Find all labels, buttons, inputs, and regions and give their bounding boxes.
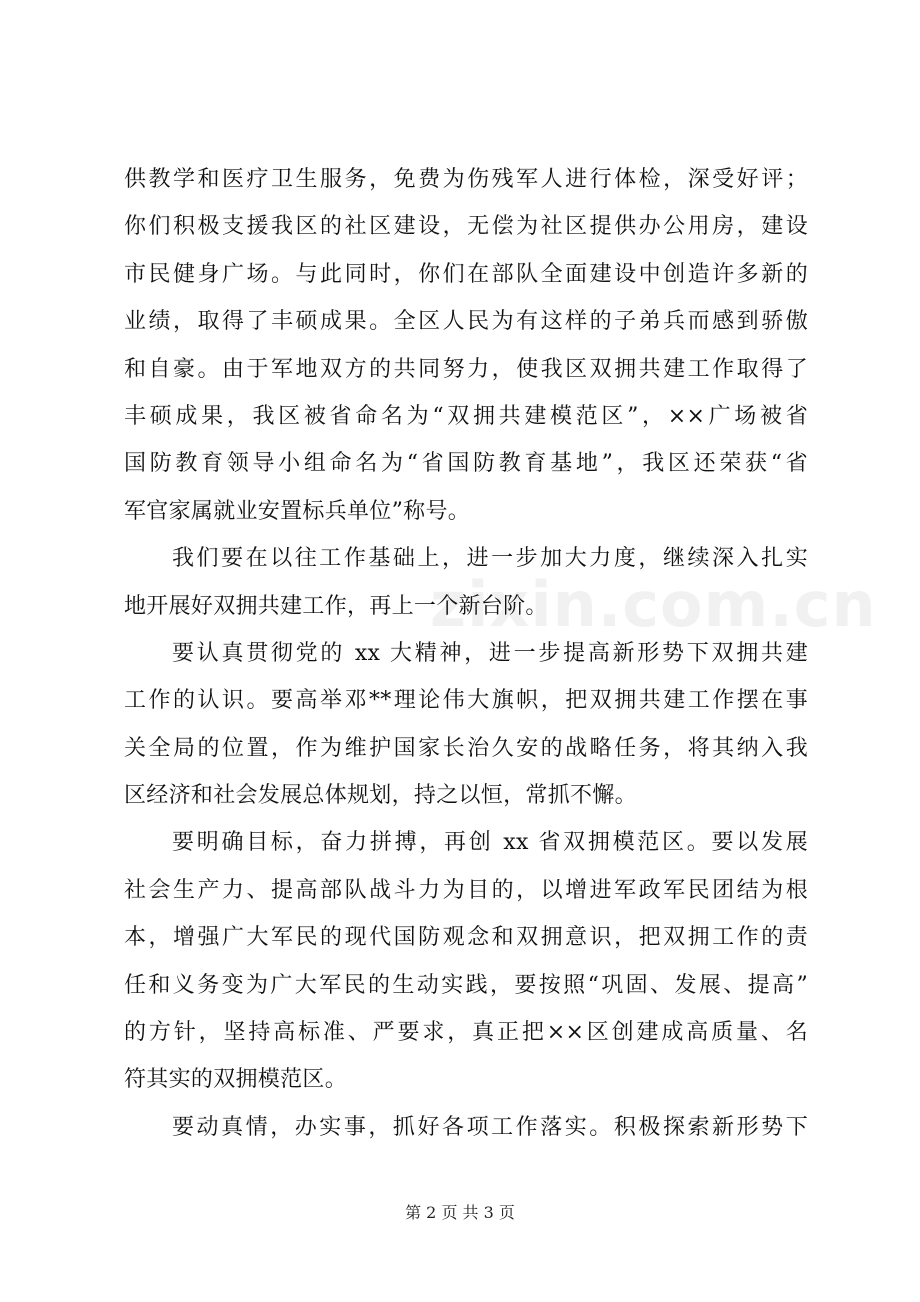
text-line: 任和义务变为广大军民的生动实践，要按照“巩固、发展、提高” — [124, 972, 808, 998]
body-text — [124, 156, 808, 1151]
watermark: zixin.com.cn — [430, 568, 877, 641]
text-line: 工作的认识。要高举邓**理论伟大旗帜，把双拥共建工作摆在事 — [124, 688, 808, 714]
text-line: 符其实的双拥模范区。 — [124, 1067, 348, 1093]
text-line: 本，增强广大军民的现代国防观念和双拥意识，把双拥工作的责 — [124, 925, 808, 951]
text-line: 要明确目标，奋力拼搏，再创 xx 省双拥模范区。要以发展 — [172, 830, 808, 856]
text-line: 我们要在以往工作基础上，进一步加大力度，继续深入扎实 — [172, 546, 808, 572]
text-line: 业绩，取得了丰硕成果。全区人民为有这样的子弟兵而感到骄傲 — [124, 309, 808, 335]
text-line: 和自豪。由于军地双方的共同努力，使我区双拥共建工作取得了 — [124, 356, 808, 382]
text-line: 供教学和医疗卫生服务，免费为伤残军人进行体检，深受好评； — [124, 167, 808, 192]
text-line: 地开展好双拥共建工作，再上一个新台阶。 — [124, 593, 548, 619]
text-line: 军官家属就业安置标兵单位”称号。 — [124, 498, 471, 524]
text-line: 你们积极支援我区的社区建设，无偿为社区提供办公用房，建设 — [124, 214, 808, 240]
text-line: 区经济和社会发展总体规划，持之以恒，常抓不懈。 — [124, 783, 637, 809]
page-footer: 第 2 页 共 3 页 — [405, 1203, 515, 1222]
text-line: 的方针，坚持高标准、严要求，真正把××区创建成高质量、名 — [124, 1020, 808, 1046]
text-line: 市民健身广场。与此同时，你们在部队全面建设中创造许多新的 — [124, 261, 808, 287]
text-line: 丰硕成果，我区被省命名为“双拥共建模范区”，××广场被省 — [124, 403, 808, 429]
text-line: 要认真贯彻党的 xx 大精神，进一步提高新形势下双拥共建 — [172, 640, 808, 666]
text-line: 社会生产力、提高部队战斗力为目的，以增进军政军民团结为根 — [124, 877, 808, 903]
text-line: 国防教育领导小组命名为“省国防教育基地”，我区还荣获“省 — [124, 451, 808, 477]
text-line: 关全局的位置，作为维护国家长治久安的战略任务，将其纳入我 — [124, 735, 808, 761]
text-line: 要动真情，办实事，抓好各项工作落实。积极探索新形势下 — [172, 1114, 808, 1140]
